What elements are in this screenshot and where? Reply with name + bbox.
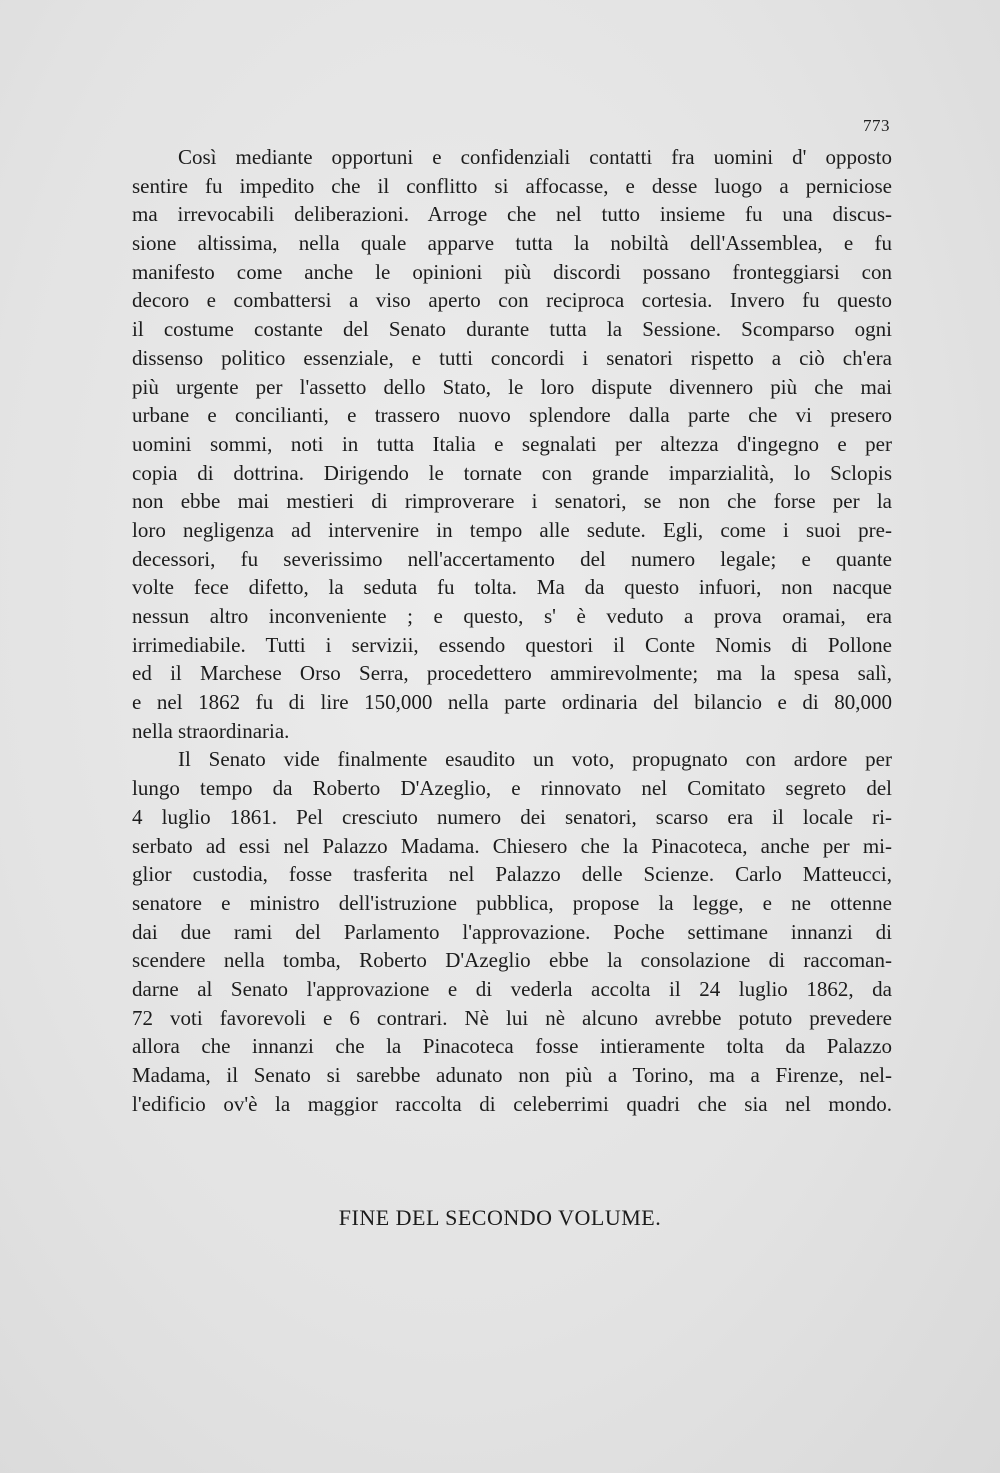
text-line: sentire fu impedito che il conflitto si affocasse, e desse luogo a perniciose bbox=[132, 173, 892, 198]
text-line: senatore e ministro dell'istruzione pubblica, propose la legge, e ne ottenne bbox=[132, 890, 892, 915]
text-line: l'edificio ov'è la maggior raccolta di celeberrimi quadri che sia nel mondo. bbox=[132, 1091, 892, 1116]
text-line: uomini sommi, noti in tutta Italia e segnalati per altezza d'ingegno e per bbox=[132, 431, 892, 456]
page-number: 773 bbox=[863, 116, 890, 135]
text-line: Il Senato vide finalmente esaudito un voto, propugnato con ardore per bbox=[178, 747, 892, 772]
text-line: sione altissima, nella quale apparve tutta la nobiltà dell'Assemblea, e fu bbox=[132, 231, 892, 256]
text-line: allora che innanzi che la Pinacoteca fosse intieramente tolta da Palazzo bbox=[132, 1034, 892, 1059]
text-line: copia di dottrina. Dirigendo le tornate con grande imparzialità, lo Sclopis bbox=[132, 460, 892, 485]
text-line: dai due rami del Parlamento l'approvazione. Poche settimane innanzi di bbox=[132, 919, 892, 944]
text-line: ed il Marchese Orso Serra, procedettero ammirevolmente; ma la spesa salì, bbox=[132, 661, 892, 686]
text-line: darne al Senato l'approvazione e di vederla accolta il 24 luglio 1862, da bbox=[132, 976, 892, 1001]
text-line: lungo tempo da Roberto D'Azeglio, e rinnovato nel Comitato segreto del bbox=[132, 776, 892, 801]
text-line: più urgente per l'assetto dello Stato, le loro dispute divennero più che mai bbox=[132, 374, 892, 399]
body-text bbox=[132, 143, 892, 1118]
text-line: 4 luglio 1861. Pel cresciuto numero dei senatori, scarso era il locale ri- bbox=[132, 804, 892, 829]
text-line: nessun altro inconveniente ; e questo, s' è veduto a prova oramai, era bbox=[132, 604, 892, 628]
text-line: decoro e combattersi a viso aperto con reciproca cortesia. Invero fu questo bbox=[132, 288, 892, 313]
text-line: Madama, il Senato si sarebbe adunato non più a Torino, ma a Firenze, nel- bbox=[132, 1063, 892, 1087]
text-line: dissenso politico essenziale, e tutti concordi i senatori rispetto a ciò ch'era bbox=[132, 345, 892, 370]
text-line: volte fece difetto, la seduta fu tolta. Ma da questo infuori, non nacque bbox=[132, 575, 892, 600]
text-line: e nel 1862 fu di lire 150,000 nella parte ordinaria del bilancio e di 80,000 bbox=[132, 690, 892, 715]
text-line: scendere nella tomba, Roberto D'Azeglio ebbe la consolazione di raccoman- bbox=[132, 948, 892, 973]
text-line: urbane e concilianti, e trassero nuovo splendore dalla parte che vi presero bbox=[132, 403, 892, 428]
text-line: 72 voti favorevoli e 6 contrari. Nè lui nè alcuno avrebbe potuto prevedere bbox=[132, 1005, 892, 1030]
text-line: serbato ad essi nel Palazzo Madama. Chiesero che la Pinacoteca, anche per mi- bbox=[132, 833, 892, 858]
text-line: nella straordinaria. bbox=[132, 718, 290, 743]
text-line: irrimediabile. Tutti i servizii, essendo questori il Conte Nomis di Pollone bbox=[132, 632, 892, 657]
text-line: manifesto come anche le opinioni più discordi possano fronteggiarsi con bbox=[132, 259, 892, 284]
text-line: il costume costante del Senato durante tutta la Sessione. Scomparso ogni bbox=[132, 317, 892, 342]
text-line: non ebbe mai mestieri di rimproverare i senatori, se non che forse per la bbox=[132, 489, 892, 514]
text-line: decessori, fu severissimo nell'accertamento del numero legale; e quante bbox=[132, 546, 892, 571]
text-line: ma irrevocabili deliberazioni. Arroge che nel tutto insieme fu una discus- bbox=[132, 202, 892, 227]
text-line: glior custodia, fosse trasferita nel Palazzo delle Scienze. Carlo Matteucci, bbox=[132, 862, 892, 887]
text-line: Così mediante opportuni e confidenziali contatti fra uomini d' opposto bbox=[178, 145, 892, 169]
end-of-volume-title: FINE DEL SECONDO VOLUME. bbox=[338, 1205, 662, 1230]
text-line: loro negligenza ad intervenire in tempo alle sedute. Egli, come i suoi pre- bbox=[132, 517, 892, 542]
